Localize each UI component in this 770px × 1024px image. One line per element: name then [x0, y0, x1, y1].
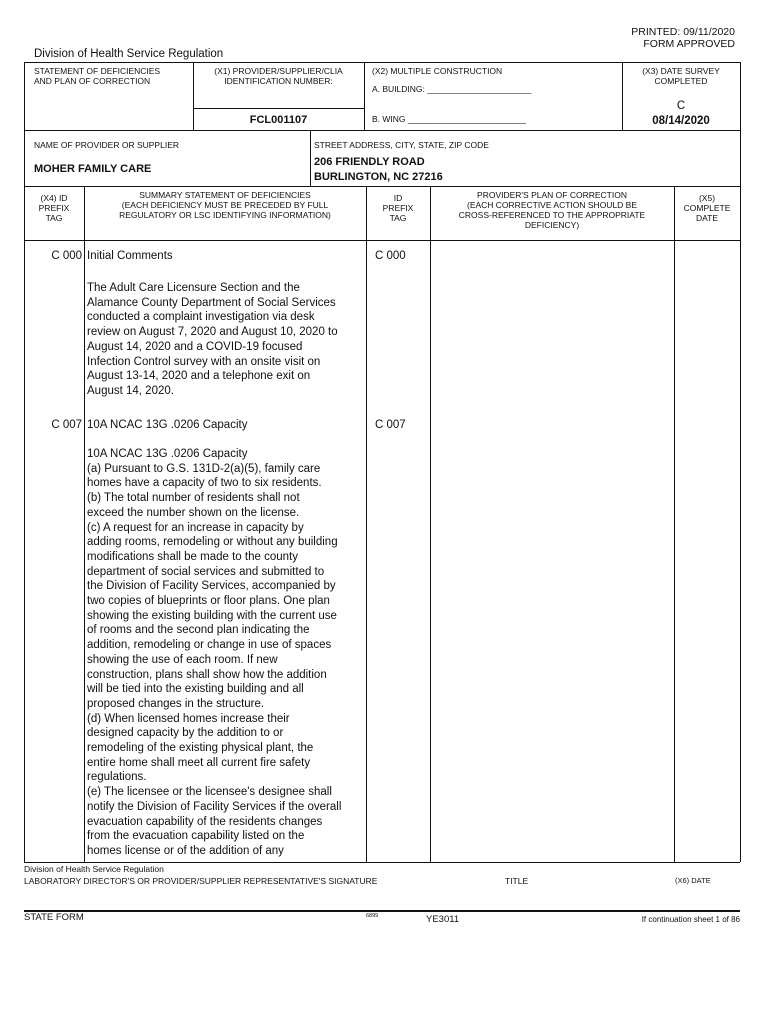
- entry-body: The Adult Care Licensure Section and the Alamance County Department of Social Services conducted a complaint investigation via desk review on August 7, 2020 and August 10, 2020 to August 14, 2020 and a COVID-19 focused Infection Control survey with an onsite visit on August 13-14, 2020 and a telephone exit on August 14, 2020.: [87, 282, 338, 397]
- street-address: 206 FRIENDLY ROAD: [314, 156, 425, 168]
- entry-title: Initial Comments: [87, 250, 173, 262]
- entry-title: 10A NCAC 13G .0206 Capacity: [87, 419, 248, 431]
- x5-column-header: (X5) COMPLETE DATE: [683, 193, 731, 223]
- x2-label: (X2) MULTIPLE CONSTRUCTION: [372, 66, 503, 76]
- x1-label: (X1) PROVIDER/SUPPLIER/CLIA IDENTIFICATION NUMBER:: [214, 66, 343, 86]
- continuation-sheet: If continuation sheet 1 of 86: [641, 915, 740, 924]
- printed-date: PRINTED: 09/11/2020: [631, 26, 735, 38]
- plan-column-header: PROVIDER'S PLAN OF CORRECTION (EACH CORRECTIVE ACTION SHOULD BE CROSS-REFERENCED TO THE APPROPRIATE DEFICIENCY): [458, 190, 646, 230]
- city-state-zip: BURLINGTON, NC 27216: [314, 171, 443, 183]
- survey-completed-date: 08/14/2020: [652, 115, 710, 127]
- address-label: STREET ADDRESS, CITY, STATE, ZIP CODE: [314, 140, 489, 150]
- event-id: YE3011: [426, 914, 460, 925]
- id-column-header: ID PREFIX TAG: [382, 193, 414, 223]
- entry-tag: C 000: [51, 250, 82, 262]
- title-label: TITLE: [505, 876, 529, 886]
- statement-label: STATEMENT OF DEFICIENCIES AND PLAN OF CORRECTION: [34, 66, 161, 86]
- form-number: 6899: [366, 913, 379, 919]
- x3-code: C: [676, 100, 686, 112]
- x6-date-label: (X6) DATE: [675, 876, 711, 885]
- x3-label: (X3) DATE SURVEY COMPLETED: [642, 66, 720, 86]
- entry-body: 10A NCAC 13G .0206 Capacity (a) Pursuant to G.S. 131D-2(a)(5), family care homes have a capacity of two to six residents. (b) The total number of residents shall not exceed the number shown on the license. (c) A request for an increase in capacity by adding rooms, remodeling or without any building modifications shall be made to the county department of social services and submitted to the Division of Facility Services, accompanied by two copies of blueprints or floor plans. One plan showing the existing building with the current use of rooms and the second plan indicating the addition, remodeling or change in use of spaces showing the use of each room. If new construction, plans shall show how the addition will be tied into the existing building and all proposed changes in the structure. (d) When licensed homes increase their designed capacity by the addition to or remodeling of the existing physical plant, the entire home shall meet all current fire safety regulations. (e) The licensee or the licensee's designee shall notify the Division of Facility Services if the overall evacuation capability of the residents changes from the evacuation capability listed on the homes license or of the addition of any: [87, 448, 342, 857]
- entry-id-tag: C 007: [375, 419, 406, 431]
- provider-id-number: FCL001107: [249, 114, 308, 126]
- x4-column-header: (X4) ID PREFIX TAG: [38, 193, 70, 223]
- provider-name: MOHER FAMILY CARE: [34, 163, 152, 175]
- x2-wing: B. WING _________________________: [372, 114, 527, 124]
- entry-tag: C 007: [51, 419, 82, 431]
- agency-title: Division of Health Service Regulation: [34, 48, 224, 60]
- entry-id-tag: C 000: [375, 250, 406, 262]
- footer-agency: Division of Health Service Regulation: [24, 864, 164, 874]
- signature-label: LABORATORY DIRECTOR'S OR PROVIDER/SUPPLIER REPRESENTATIVE'S SIGNATURE: [24, 876, 378, 886]
- form-approved: FORM APPROVED: [643, 38, 735, 50]
- x2-building: A. BUILDING: ______________________: [372, 84, 532, 94]
- state-form-label: STATE FORM: [24, 912, 84, 923]
- summary-column-header: SUMMARY STATEMENT OF DEFICIENCIES (EACH DEFICIENCY MUST BE PRECEDED BY FULL REGULATORY OR LSC IDENTIFYING INFORMATION): [119, 190, 331, 220]
- provider-name-label: NAME OF PROVIDER OR SUPPLIER: [34, 140, 179, 150]
